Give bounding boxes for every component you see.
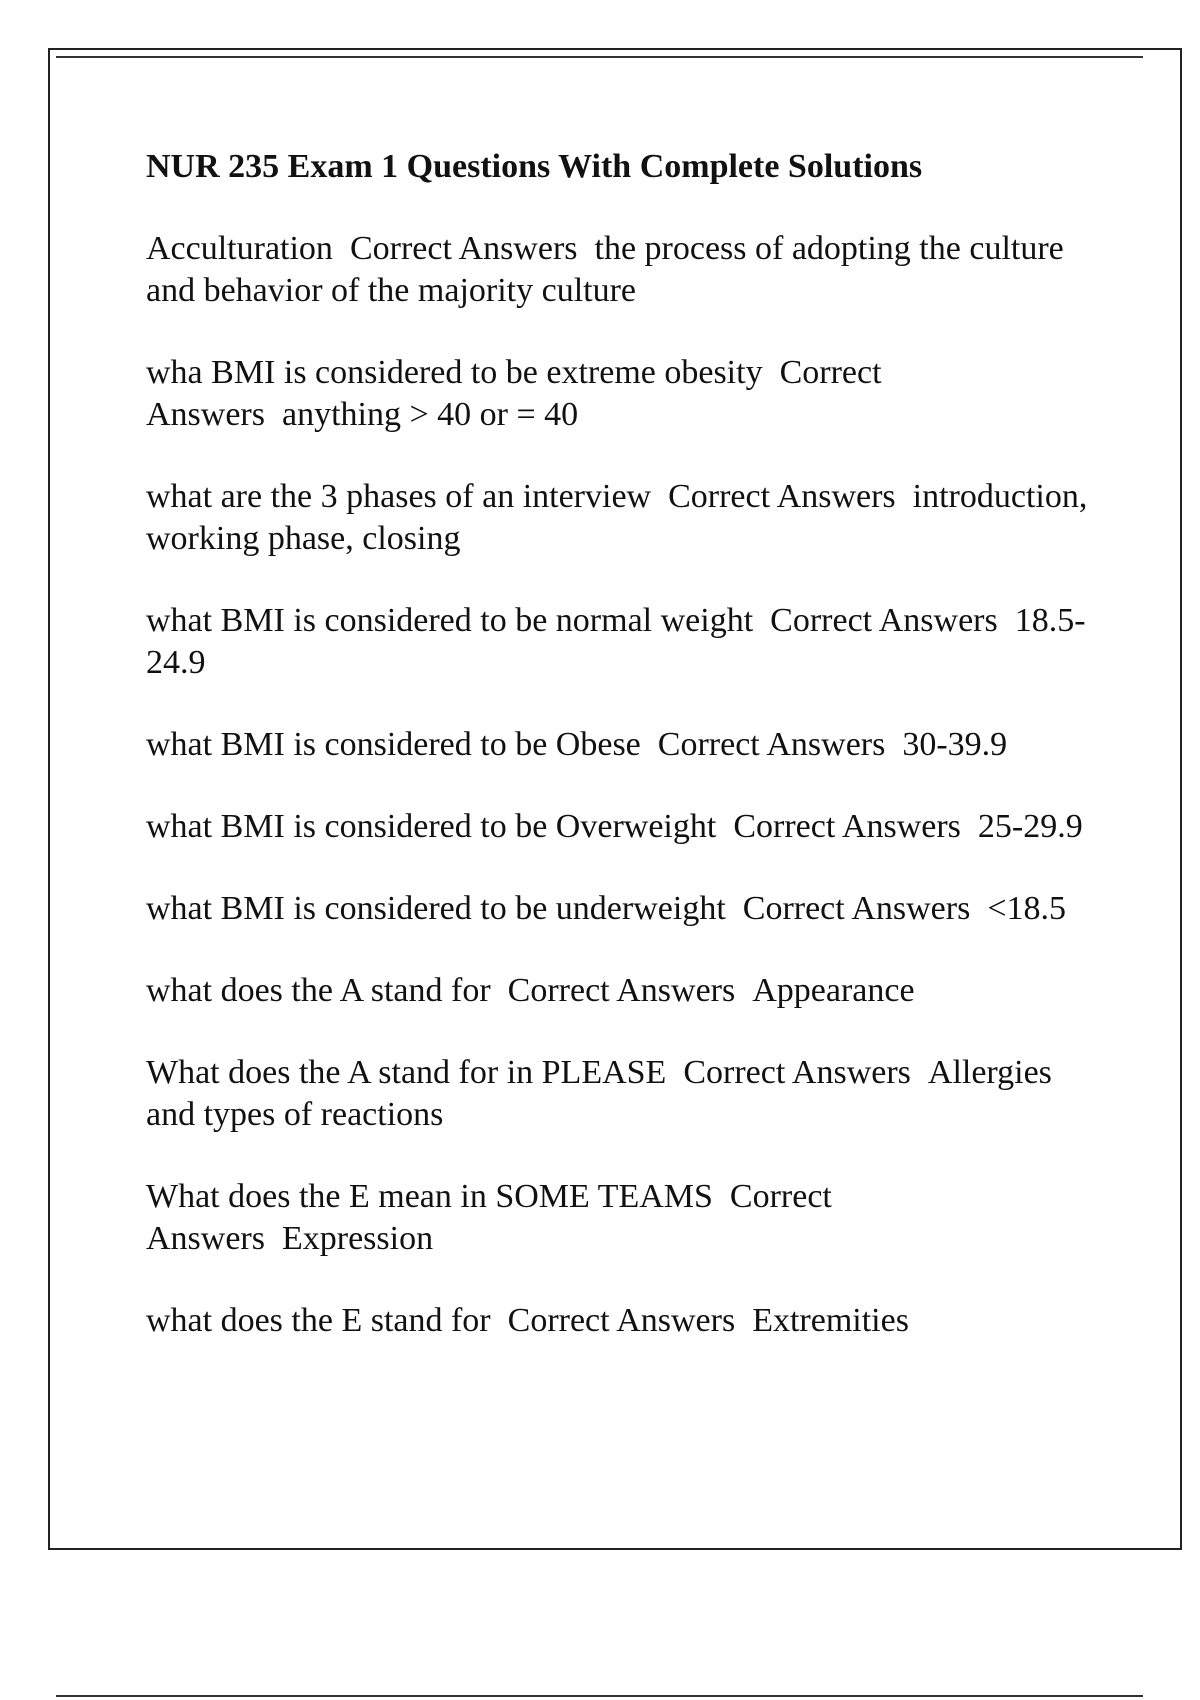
- qa-item: [146, 600, 1096, 684]
- question-text: what BMI is considered to be Obese: [146, 726, 641, 763]
- question-text: what BMI is considered to be underweight: [146, 890, 726, 927]
- qa-item: [146, 806, 1096, 848]
- answer-text: the process of adopting the culture and behavior of the majority culture: [146, 230, 1064, 309]
- bottom-rule: [56, 1695, 1143, 1697]
- correct-answers-label: Correct Answers: [683, 1054, 911, 1091]
- question-text: wha BMI is considered to be extreme obesity: [146, 354, 763, 391]
- qa-item: [146, 352, 1096, 436]
- qa-list: [146, 228, 1096, 1342]
- answer-text: 18.5-24.9: [146, 602, 1086, 681]
- correct-answers-label: Correct Answers: [770, 602, 998, 639]
- qa-item: [146, 1052, 1096, 1136]
- correct-answers-label: Correct Answers: [349, 230, 578, 267]
- qa-item: [146, 888, 1096, 930]
- question-text: what BMI is considered to be Overweight: [146, 808, 717, 845]
- question-text: Acculturation: [146, 230, 333, 267]
- top-rule: [56, 56, 1143, 58]
- correct-answers-label: Correct Answers: [733, 808, 961, 845]
- answer-text: 25-29.9: [977, 808, 1083, 845]
- qa-item: [146, 1176, 1096, 1260]
- answer-text: introduction, working phase, closing: [146, 478, 1088, 557]
- correct-answers-label: Correct Answers: [657, 726, 886, 763]
- answer-text: Expression: [281, 1220, 434, 1257]
- answer-text: Allergies and types of reactions: [146, 1054, 1052, 1133]
- answer-text: <18.5: [987, 890, 1067, 927]
- answer-text: Appearance: [752, 972, 915, 1009]
- document-title: NUR 235 Exam 1 Questions With Complete Solutions: [146, 148, 923, 185]
- question-text: what BMI is considered to be normal weight: [146, 602, 754, 639]
- correct-answers-label: Correct Answers: [507, 972, 736, 1009]
- answer-text: 30-39.9: [902, 726, 1008, 763]
- qa-item: [146, 476, 1096, 560]
- document-body: [146, 146, 1096, 1382]
- correct-answers-label: Correct Answers: [742, 890, 971, 927]
- answer-text: anything > 40 or = 40: [281, 396, 579, 433]
- correct-answers-label: Correct Answers: [668, 478, 896, 515]
- answer-text: Extremities: [752, 1302, 909, 1339]
- question-text: What does the A stand for in PLEASE: [146, 1054, 667, 1091]
- correct-answers-label: Correct Answers: [507, 1302, 736, 1339]
- question-text: what does the A stand for: [146, 972, 491, 1009]
- question-text: what are the 3 phases of an interview: [146, 478, 652, 515]
- question-text: What does the E mean in SOME TEAMS: [146, 1178, 713, 1215]
- qa-item: [146, 1300, 1096, 1342]
- question-text: what does the E stand for: [146, 1302, 491, 1339]
- correct-answers-label: Correct Answers: [146, 1178, 832, 1257]
- qa-item: [146, 970, 1096, 1012]
- qa-item: [146, 228, 1096, 312]
- correct-answers-label: Correct Answers: [146, 354, 882, 433]
- qa-item: [146, 724, 1096, 766]
